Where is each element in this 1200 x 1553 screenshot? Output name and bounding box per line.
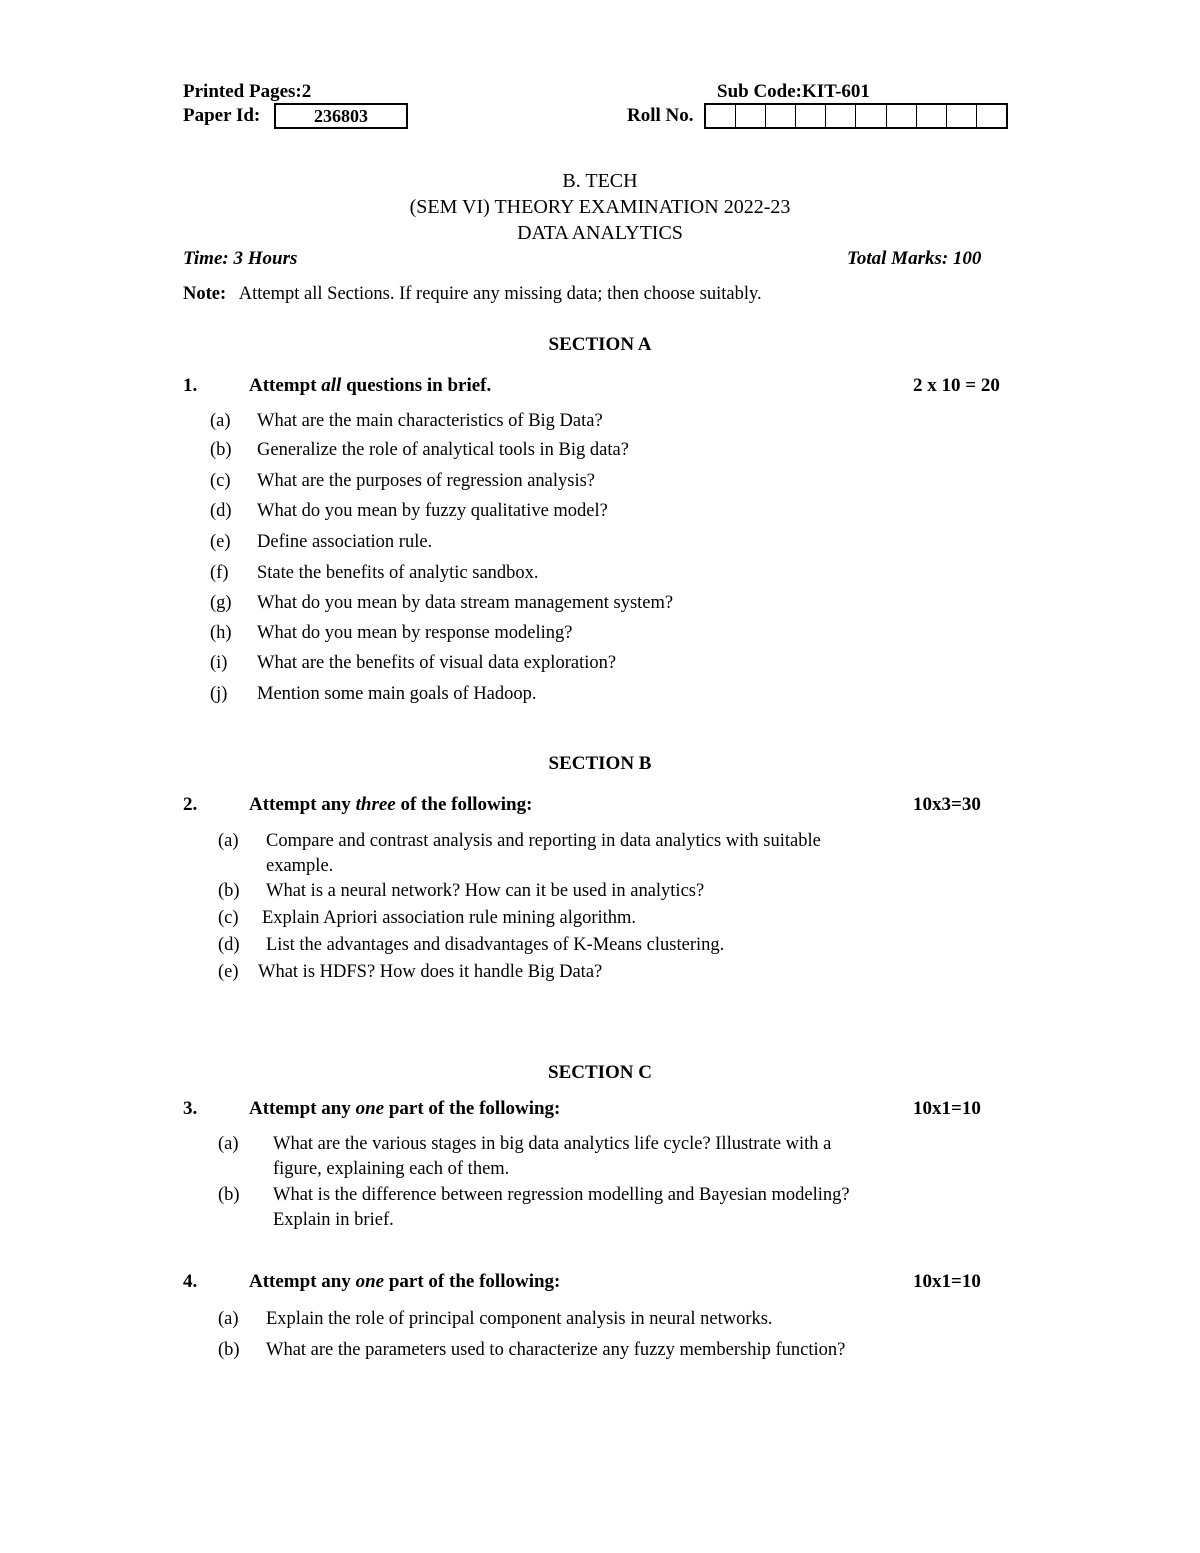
q4-em: one: [355, 1271, 385, 1292]
roll-no-label: Roll No.: [627, 105, 694, 126]
q2-item-label: (e): [218, 962, 239, 982]
q1-item-text: What do you mean by fuzzy qualitative model?: [257, 501, 608, 521]
roll-cell[interactable]: [826, 105, 856, 127]
note-label: Note:: [183, 284, 227, 304]
q1-item-label: (a): [210, 411, 231, 431]
q4-item-label: (a): [218, 1309, 239, 1329]
q3-item-text: What is the difference between regression modelling and Bayesian modeling?: [273, 1185, 850, 1205]
roll-cell[interactable]: [736, 105, 766, 127]
roll-cell[interactable]: [856, 105, 886, 127]
q1-item-label: (g): [210, 593, 232, 613]
q1-item-label: (e): [210, 532, 231, 552]
q3-post: part of the following:: [384, 1098, 561, 1119]
section-a-title: SECTION A: [548, 334, 652, 355]
question-1-number: 1.: [183, 375, 198, 396]
q1-item-label: (j): [210, 684, 228, 704]
question-4-marks: 10x1=10: [913, 1271, 981, 1292]
question-2-prompt: [249, 794, 532, 816]
roll-cell[interactable]: [796, 105, 826, 127]
question-1-marks: 2 x 10 = 20: [913, 375, 1000, 396]
q3-item-text: What are the various stages in big data analytics life cycle? Illustrate with a: [273, 1134, 832, 1154]
degree-title: B. TECH: [562, 170, 638, 192]
q3-pre: Attempt any: [249, 1098, 356, 1119]
q2-item-label: (d): [218, 935, 240, 955]
printed-pages: Printed Pages:2: [183, 81, 312, 102]
q1-em: all: [321, 375, 342, 396]
section-c-title: SECTION C: [548, 1062, 652, 1083]
q1-item-label: (h): [210, 623, 232, 643]
question-1-prompt: [249, 375, 491, 397]
q4-item-label: (b): [218, 1340, 240, 1360]
exam-title: (SEM VI) THEORY EXAMINATION 2022-23: [409, 196, 791, 218]
q1-item-text: What are the main characteristics of Big Data?: [257, 411, 603, 431]
question-2-number: 2.: [183, 794, 198, 815]
q2-item-text: What is HDFS? How does it handle Big Data?: [258, 962, 603, 982]
paper-id-box: 236803: [274, 103, 408, 129]
q4-post: part of the following:: [384, 1271, 561, 1292]
q2-item-label: (a): [218, 831, 239, 851]
q2-item-text: Explain Apriori association rule mining algorithm.: [262, 908, 637, 928]
roll-no-boxes[interactable]: [704, 103, 1008, 129]
q2-item-text: Compare and contrast analysis and reporting in data analytics with suitable: [266, 831, 821, 851]
q2-pre: Attempt any: [249, 794, 356, 815]
paper-id-label: Paper Id:: [183, 105, 261, 126]
roll-cell[interactable]: [947, 105, 977, 127]
q4-pre: Attempt any: [249, 1271, 356, 1292]
subject-title: DATA ANALYTICS: [517, 222, 683, 244]
roll-cell[interactable]: [917, 105, 947, 127]
total-marks: Total Marks: 100: [847, 248, 982, 269]
q1-item-label: (d): [210, 501, 232, 521]
q4-item-text: Explain the role of principal component analysis in neural networks.: [266, 1309, 773, 1329]
q2-post: of the following:: [395, 794, 533, 815]
q1-item-label: (c): [210, 471, 231, 491]
q1-post: questions in brief.: [341, 375, 492, 396]
note: [183, 284, 762, 305]
q3-item-text-cont: Explain in brief.: [273, 1210, 394, 1230]
q1-item-label: (i): [210, 653, 228, 673]
q4-item-text: What are the parameters used to characterize any fuzzy membership function?: [266, 1340, 846, 1360]
q2-item-label: (c): [218, 908, 239, 928]
question-3-prompt: [249, 1098, 560, 1120]
roll-cell[interactable]: [766, 105, 796, 127]
q3-em: one: [355, 1098, 385, 1119]
q2-item-label: (b): [218, 881, 240, 901]
q3-item-text-cont: figure, explaining each of them.: [273, 1159, 510, 1179]
question-3-number: 3.: [183, 1098, 198, 1119]
q1-item-label: (f): [210, 563, 229, 583]
q3-item-label: (b): [218, 1185, 240, 1205]
q1-item-text: State the benefits of analytic sandbox.: [257, 563, 539, 583]
roll-cell[interactable]: [977, 105, 1006, 127]
q1-item-text: Define association rule.: [257, 532, 433, 552]
roll-cell[interactable]: [706, 105, 736, 127]
q3-item-label: (a): [218, 1134, 239, 1154]
question-4-number: 4.: [183, 1271, 198, 1292]
q1-item-text: What are the purposes of regression analysis?: [257, 471, 596, 491]
question-4-prompt: [249, 1271, 560, 1293]
q2-item-text: List the advantages and disadvantages of K-Means clustering.: [266, 935, 725, 955]
q1-pre: Attempt: [249, 375, 322, 396]
sub-code: Sub Code:KIT-601: [717, 81, 870, 102]
q1-item-text: What do you mean by response modeling?: [257, 623, 573, 643]
q1-item-label: (b): [210, 440, 232, 460]
section-b-title: SECTION B: [548, 753, 652, 774]
q1-item-text: What do you mean by data stream management system?: [257, 593, 674, 613]
question-3-marks: 10x1=10: [913, 1098, 981, 1119]
q2-item-text-cont: example.: [266, 856, 334, 876]
time-label: Time: 3 Hours: [183, 248, 298, 269]
roll-cell[interactable]: [887, 105, 917, 127]
note-text: Attempt all Sections. If require any missing data; then choose suitably.: [238, 284, 762, 304]
q1-item-text: Generalize the role of analytical tools in Big data?: [257, 440, 629, 460]
q1-item-text: What are the benefits of visual data exploration?: [257, 653, 617, 673]
q2-item-text: What is a neural network? How can it be used in analytics?: [266, 881, 705, 901]
q1-item-text: Mention some main goals of Hadoop.: [257, 684, 537, 704]
q2-em: three: [355, 794, 396, 815]
question-2-marks: 10x3=30: [913, 794, 981, 815]
